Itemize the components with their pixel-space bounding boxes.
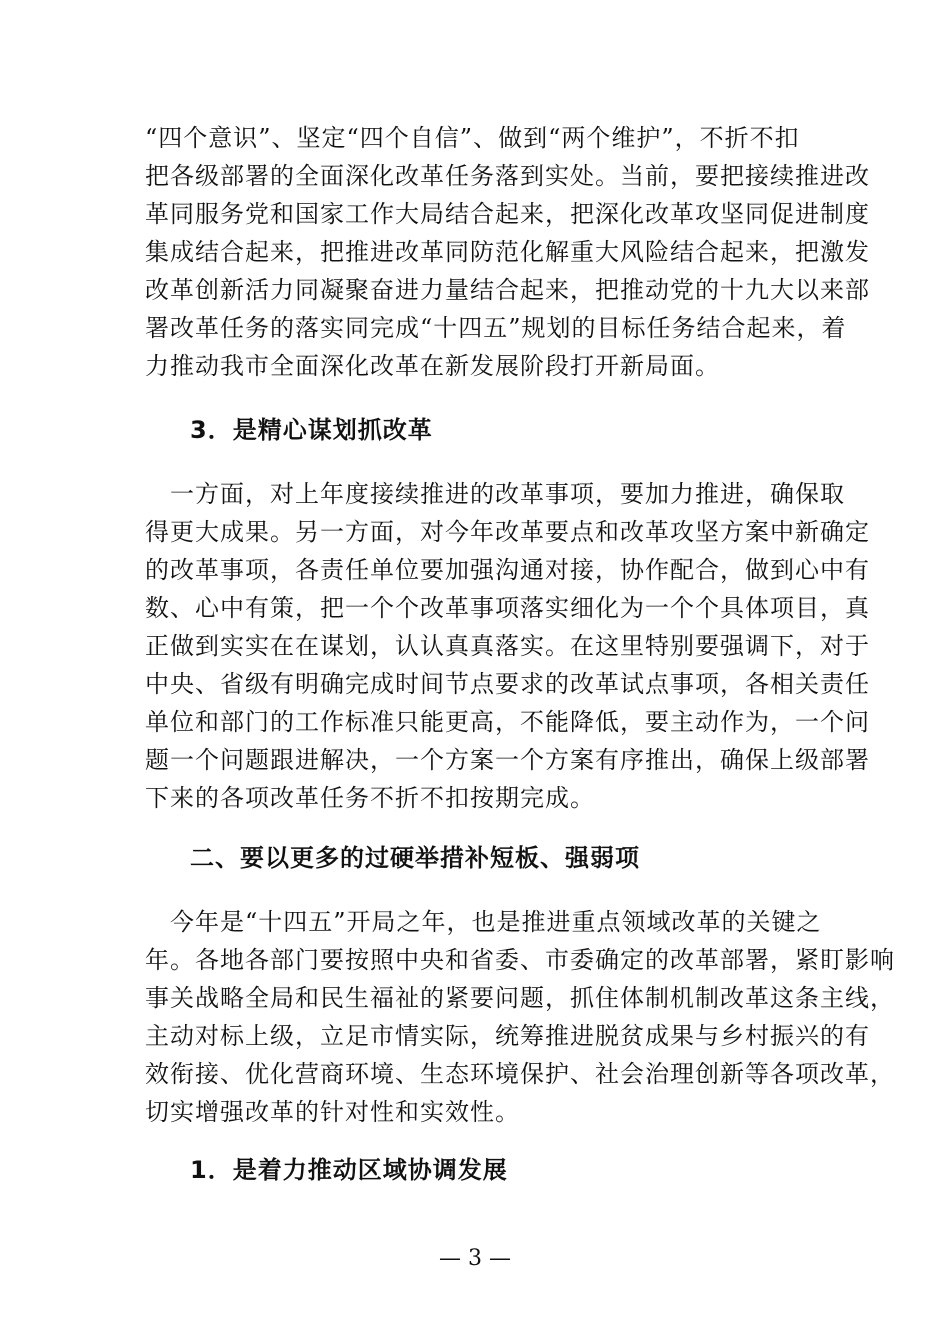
- text-line: “四个意识”、坚定“四个自信”、做到“两个维护”，不折不扣: [145, 124, 800, 152]
- section-heading: 3．是精心谋划抓改革: [190, 416, 433, 444]
- text-line: 集成结合起来，把推进改革同防范化解重大风险结合起来，把激发: [145, 238, 870, 266]
- text-line: 一方面，对上年度接续推进的改革事项，要加力推进，确保取: [145, 480, 845, 508]
- text-line: 年。各地各部门要按照中央和省委、市委确定的改革部署，紧盯影响: [145, 946, 895, 974]
- text-line: 切实增强改革的针对性和实效性。: [145, 1098, 520, 1126]
- text-line: 署改革任务的落实同完成“十四五”规划的目标任务结合起来，着: [145, 314, 847, 342]
- section-heading: 二、要以更多的过硬举措补短板、强弱项: [190, 844, 640, 872]
- text-line: 改革创新活力同凝聚奋进力量结合起来，把推动党的十九大以来部: [145, 276, 870, 304]
- text-line: 的改革事项，各责任单位要加强沟通对接，协作配合，做到心中有: [145, 556, 870, 584]
- text-line: 把各级部署的全面深化改革任务落到实处。当前，要把接续推进改: [145, 162, 870, 190]
- page-number: — 3 —: [439, 1246, 511, 1271]
- text-line: 题一个问题跟进解决，一个方案一个方案有序推出，确保上级部署: [145, 746, 870, 774]
- section-heading: 1．是着力推动区域协调发展: [190, 1156, 508, 1184]
- text-line: 事关战略全局和民生福祉的紧要问题，抓住体制机制改革这条主线，: [145, 984, 895, 1012]
- text-line: 下来的各项改革任务不折不扣按期完成。: [145, 784, 595, 812]
- text-line: 力推动我市全面深化改革在新发展阶段打开新局面。: [145, 352, 720, 380]
- text-line: 得更大成果。另一方面，对今年改革要点和改革攻坚方案中新确定: [145, 518, 870, 546]
- text-line: 革同服务党和国家工作大局结合起来，把深化改革攻坚同促进制度: [145, 200, 870, 228]
- text-line: 数、心中有策，把一个个改革事项落实细化为一个个具体项目，真: [145, 594, 870, 622]
- text-line: 中央、省级有明确完成时间节点要求的改革试点事项，各相关责任: [145, 670, 870, 698]
- text-line: 单位和部门的工作标准只能更高，不能降低，要主动作为，一个问: [145, 708, 870, 736]
- text-line: 正做到实实在在谋划，认认真真落实。在这里特别要强调下，对于: [145, 632, 870, 660]
- text-line: 今年是“十四五”开局之年，也是推进重点领域改革的关键之: [145, 908, 822, 936]
- text-line: 效衔接、优化营商环境、生态环境保护、社会治理创新等各项改革，: [145, 1060, 895, 1088]
- text-line: 主动对标上级，立足市情实际，统筹推进脱贫成果与乡村振兴的有: [145, 1022, 870, 1050]
